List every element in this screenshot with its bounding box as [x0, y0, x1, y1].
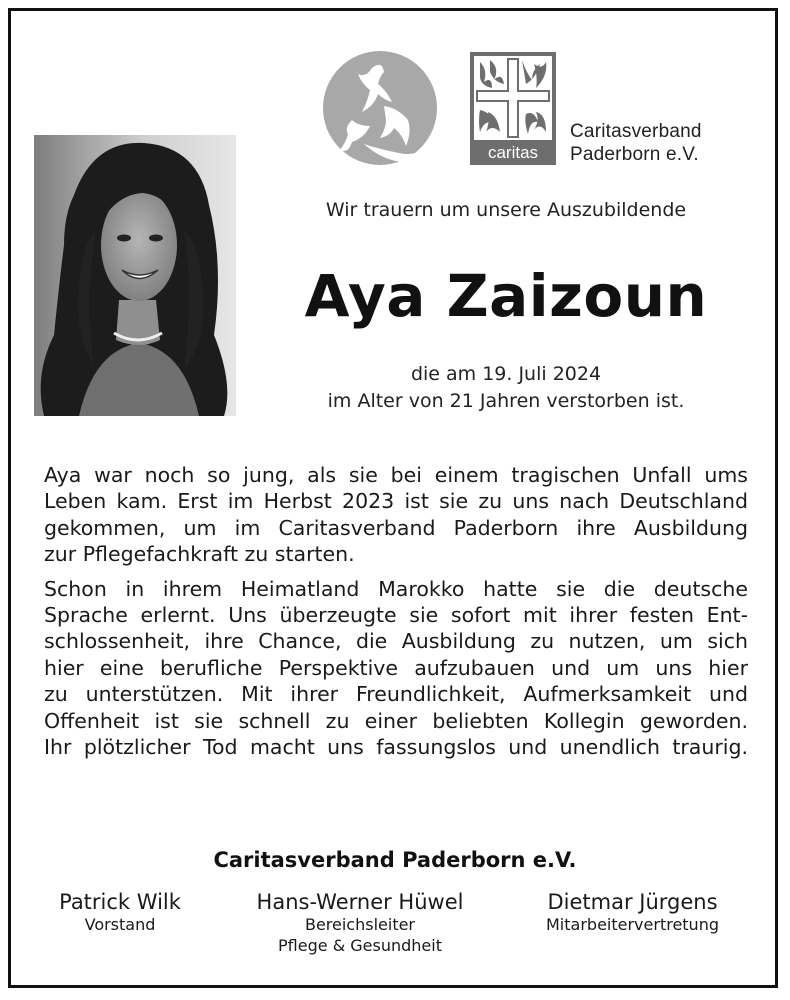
- text-line: Aya war noch so jung, als sie bei einem tragischen Unfall ums: [44, 463, 748, 487]
- text-line: Schon in ihrem Heimatland Marokko hatte sie die deutsche: [44, 576, 748, 601]
- text-line: schlossenheit, ihre Chance, die Ausbildung zu nutzen, um sich: [44, 629, 748, 654]
- signatory-role-line2: Pflege & Gesundheit: [278, 936, 442, 955]
- deceased-name: Aya Zaizoun: [304, 262, 708, 330]
- intro-text: Wir trauern um unsere Auszubildende: [325, 199, 687, 221]
- text-line: gekommen, um im Caritasverband Paderborn ihre Ausbildung: [44, 515, 748, 540]
- signatory-role: Vorstand: [84, 915, 156, 934]
- text-line: Sprache erlernt. Uns überzeugte sie sofort mit ihrer festen Ent-: [44, 603, 748, 628]
- footer-organization: Caritasverband Paderborn e.V.: [213, 848, 577, 872]
- signatory-name: Hans-Werner Hüwel: [256, 890, 464, 914]
- obituary-text: [44, 462, 748, 768]
- caritas-wordmark: caritas: [487, 143, 539, 162]
- signatory-role: Mitarbeitervertretung: [546, 915, 719, 934]
- death-date: die am 19. Juli 2024: [410, 363, 602, 385]
- paragraph-2: [44, 576, 748, 761]
- organization-name: [570, 120, 702, 166]
- signatory-name: Dietmar Jürgens: [547, 890, 718, 914]
- signatory-2: [225, 890, 495, 956]
- paragraph-1: [44, 462, 748, 568]
- text-line: Leben kam. Erst im Herbst 2023 ist sie zu uns nach Deutschland: [44, 489, 748, 514]
- portrait-image: [34, 135, 236, 416]
- dove-figures-icon: [322, 50, 438, 166]
- text-line: hier eine berufliche Perspektive aufzubauen und um uns hier: [44, 655, 748, 680]
- organization-name-line1: Caritasverband: [570, 121, 702, 142]
- text-line: Offenheit ist sie schnell zu einer beliebten Kollegin geworden.: [44, 708, 748, 733]
- signatory-3: [510, 890, 755, 935]
- signatory-1: [30, 890, 210, 935]
- age-line: im Alter von 21 Jahren verstorben ist.: [327, 390, 685, 412]
- flame-cross-icon: [470, 52, 556, 165]
- signatory-name: Patrick Wilk: [59, 890, 181, 914]
- text-line: Ihr plötzlicher Tod macht uns fassungslos und unendlich traurig.: [44, 735, 748, 760]
- death-date-block: [256, 361, 756, 415]
- text-line: zur Pflegefachkraft zu starten.: [44, 542, 355, 567]
- portrait-photo: [34, 135, 236, 416]
- signatory-role: Bereichsleiter: [304, 915, 416, 934]
- organization-name-line2: Paderborn e.V.: [570, 144, 699, 165]
- text-line: zu unterstützen. Mit ihrer Freundlichkeit, Aufmerksamkeit und: [44, 682, 748, 707]
